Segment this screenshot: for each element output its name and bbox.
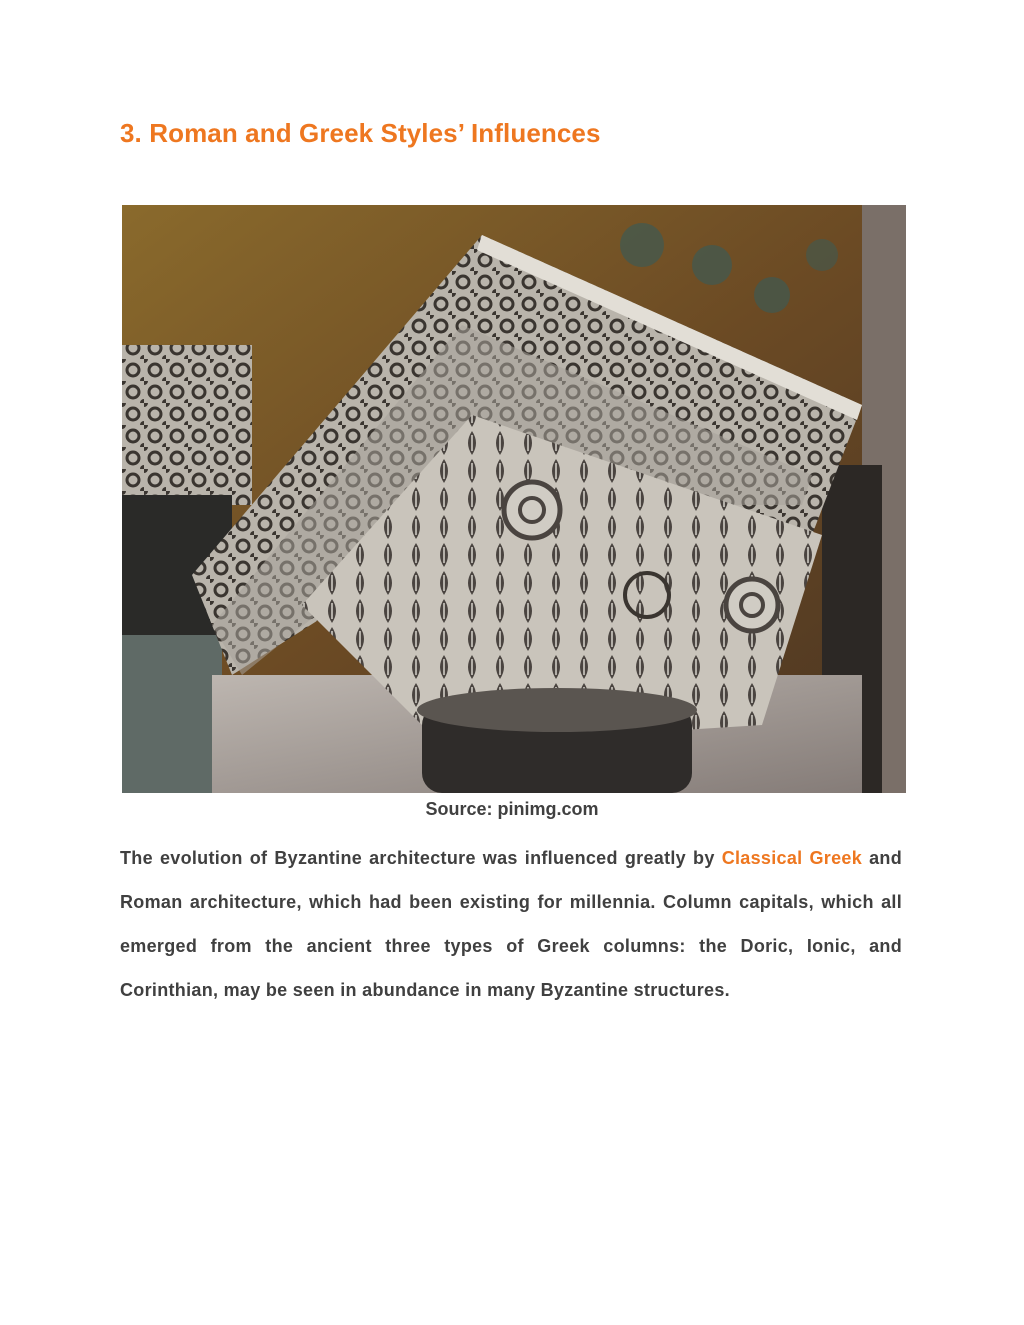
page-title: 3. Roman and Greek Styles’ Influences xyxy=(120,118,601,148)
image-source-caption: Source: pinimg.com xyxy=(425,799,599,819)
column-capital-photo xyxy=(122,205,906,793)
body-paragraph xyxy=(120,836,902,1012)
paragraph-rest: and Roman architecture, which had been existing for millennia. Column capitals, which all emerged from the ancient three types of Greek columns: the Doric, Ionic, and Corinthian, may be seen in abundance in many Byzantine structures. xyxy=(120,848,903,1000)
classical-greek-link[interactable]: Classical Greek xyxy=(721,848,863,868)
paragraph-intro: The evolution of Byzantine architecture was influenced greatly by xyxy=(120,848,722,868)
